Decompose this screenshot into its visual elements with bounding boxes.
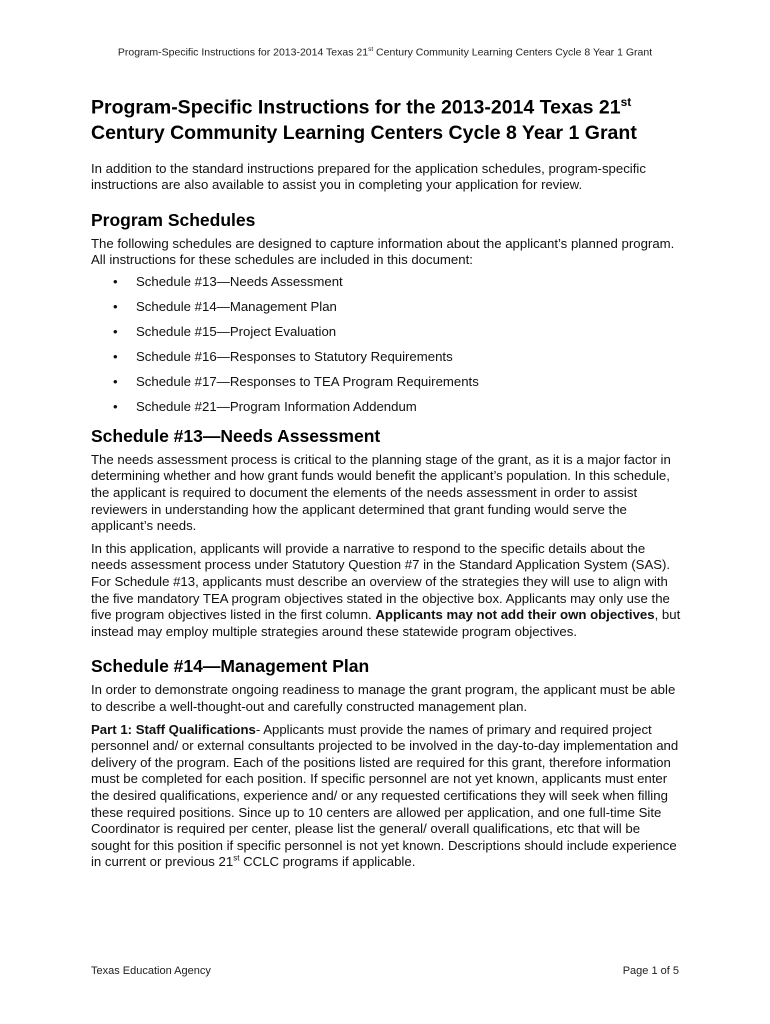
list-item-label: Schedule #17—Responses to TEA Program Requirements — [136, 373, 479, 389]
list-item — [91, 374, 681, 399]
schedule14-paragraph-1: In order to demonstrate ongoing readiness to manage the grant program, the applicant must be able to describe a well-thought-out and carefully constructed management plan. — [91, 682, 676, 714]
bullet-icon: • — [113, 273, 118, 289]
part1-ordinal: st — [233, 853, 240, 863]
list-item-label: Schedule #13—Needs Assessment — [136, 273, 343, 289]
page-title — [91, 90, 681, 146]
page-title-line2: Century Community Learning Centers Cycle 8 Year 1 Grant — [91, 121, 637, 144]
list-item — [91, 324, 681, 349]
part1-label: Part 1: Staff Qualifications — [91, 721, 256, 737]
bullet-icon: • — [113, 348, 118, 364]
running-header-ordinal: st — [368, 46, 374, 53]
list-item — [91, 399, 681, 424]
bullet-icon: • — [113, 398, 118, 414]
running-header-text-pre: Program-Specific Instructions for 2013-2014 Texas 21 — [117, 46, 369, 59]
list-item-label: Schedule #16—Responses to Statutory Requirements — [136, 348, 453, 364]
schedule13-paragraph-2 — [91, 541, 681, 641]
list-item-label: Schedule #21—Program Information Addendum — [136, 398, 417, 414]
bullet-icon: • — [113, 373, 118, 389]
running-header-text-post: Century Community Learning Centers Cycle 8 Year 1 Grant — [373, 46, 653, 59]
running-header — [0, 46, 770, 59]
part1-text: - Applicants must provide the names of primary and required project personnel and/ or external consultants projected to be involved in the day-to-day implementation and delivery of the program. Each of the positions listed are required for this grant, therefore information must be completed for each position. If specific personnel are not yet known, applicants must enter the desired qualifications, experience and/ or any requested certifications they will seek when filling these required positions. Since up to 10 centers are allowed per application, and one full-time Site Coordinator is required per center, please list the general/ overall qualifications, etc that will be sought for this position if specific personnel is not yet known. Descriptions should include experience in current or previous 21 — [91, 721, 679, 870]
footer-agency: Texas Education Agency — [91, 965, 211, 977]
part1-text-tail: CCLC programs if applicable. — [239, 854, 416, 870]
list-item — [91, 349, 681, 374]
schedule-list — [91, 274, 681, 424]
list-item — [91, 274, 681, 299]
bullet-icon: • — [113, 298, 118, 314]
list-item-label: Schedule #15—Project Evaluation — [136, 323, 337, 339]
program-schedules-text: The following schedules are designed to capture information about the applicant’s planned program. All instructions for these schedules are included in this document: — [91, 235, 675, 268]
schedule14-heading: Schedule #14—Management Plan — [91, 656, 370, 677]
schedule13-paragraph-2-tail: , but instead may employ multiple strategies around these statewide program objectives. — [91, 607, 681, 639]
bullet-icon: • — [113, 323, 118, 339]
page-content — [91, 90, 681, 871]
schedule13-emphasis: Applicants may not add their own objectives — [375, 607, 655, 623]
intro-paragraph: In addition to the standard instructions prepared for the application schedules, program-specific instructions are also available to assist you in completing your application for review. — [91, 160, 646, 193]
schedule13-paragraph-1: The needs assessment process is critical to the planning stage of the grant, as it is a major factor in determining whether and how grant funds would benefit the applicant’s population. In this schedule, the applicant is required to document the elements of the needs assessment in order to assist reviewers in understanding how the applicant determined that grant funding would serve the applicant’s needs. — [91, 451, 671, 534]
schedule13-paragraph-2-text: In this application, applicants will provide a narrative to respond to the specific details about the needs assessment process under Statutory Question #7 in the Standard Application System (SAS). For Schedule #13, applicants must describe an overview of the strategies they will use to align with the five mandatory TEA program objectives stated in the objective box. Applicants may only use the five program objectives listed in the first column. — [91, 540, 671, 623]
program-schedules-heading: Program Schedules — [91, 209, 256, 230]
list-item-label: Schedule #14—Management Plan — [136, 298, 337, 314]
page-title-line1: Program-Specific Instructions for the 2013-2014 Texas 21 — [91, 96, 621, 119]
footer-page-number: Page 1 of 5 — [622, 965, 679, 977]
list-item — [91, 299, 681, 324]
schedule13-heading: Schedule #13—Needs Assessment — [91, 425, 381, 446]
schedule14-part1-paragraph — [91, 722, 681, 871]
page-title-ordinal: st — [620, 95, 632, 109]
